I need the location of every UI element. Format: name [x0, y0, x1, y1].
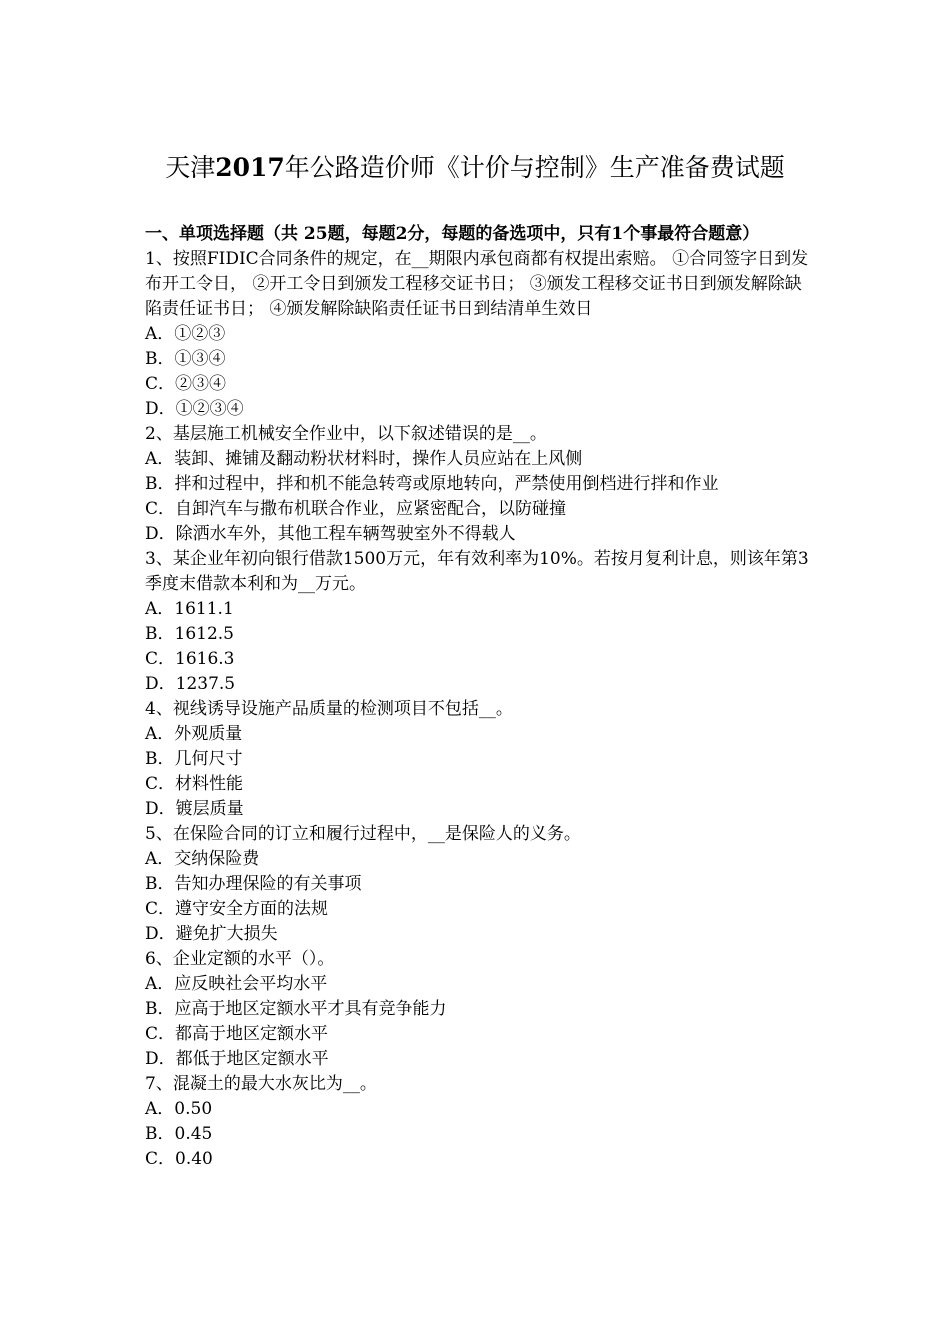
option-letter: A．	[145, 324, 175, 344]
section-heading: 一、单项选择题（共 25题，每题2分，每题的备选项中，只有1个事最符合题意）	[145, 224, 760, 244]
question-stem: 4、视线诱导设施产品质量的检测项目不包括__。	[145, 699, 513, 719]
document-body	[145, 222, 810, 1172]
answer-option	[145, 747, 810, 772]
answer-option	[145, 622, 810, 647]
option-text: 拌和过程中，拌和机不能急转弯或原地转向，严禁使用倒档进行拌和作业	[174, 474, 719, 494]
question-stem: 3、某企业年初向银行借款1500万元，年有效利率为10%。若按月复利计息，则该年第3季度末借款本利和为__万元。	[145, 549, 809, 594]
option-text: 1616.3	[175, 649, 235, 669]
option-letter: A．	[145, 449, 175, 469]
option-letter: D．	[145, 399, 176, 419]
option-letter: B．	[145, 874, 175, 894]
question-stem: 5、在保险合同的订立和履行过程中，__是保险人的义务。	[145, 824, 581, 844]
option-text: ①③④	[174, 349, 226, 369]
option-text: 几何尺寸	[174, 749, 243, 769]
option-text: 外观质量	[174, 724, 243, 744]
option-text: 材料性能	[175, 774, 244, 794]
answer-option	[145, 897, 810, 922]
option-text: ②③④	[175, 374, 227, 394]
answer-option	[145, 397, 810, 422]
option-letter: C．	[145, 649, 176, 669]
option-text: 除洒水车外，其他工程车辆驾驶室外不得载人	[175, 524, 516, 544]
option-letter: D．	[145, 674, 176, 694]
option-letter: A．	[145, 599, 175, 619]
option-letter: C．	[145, 499, 176, 519]
option-text: 镀层质量	[175, 799, 244, 819]
option-letter: A．	[145, 1099, 175, 1119]
answer-option	[145, 1022, 810, 1047]
option-letter: C．	[145, 1149, 176, 1169]
answer-option	[145, 522, 810, 547]
option-text: 避免扩大损失	[175, 924, 278, 944]
answer-option	[145, 347, 810, 372]
answer-option	[145, 597, 810, 622]
option-text: 告知办理保险的有关事项	[174, 874, 362, 894]
option-text: 0.45	[174, 1124, 213, 1144]
option-letter: B．	[145, 474, 175, 494]
question-stem: 2、基层施工机械安全作业中，以下叙述错误的是__。	[145, 424, 547, 444]
question-stem: 6、企业定额的水平（）。	[145, 949, 335, 969]
answer-option	[145, 372, 810, 397]
answer-option	[145, 497, 810, 522]
title-suffix: 年公路造价师《计价与控制》生产准备费试题	[284, 153, 785, 182]
option-text: 0.50	[174, 1099, 213, 1119]
option-text: ①②③	[174, 324, 226, 344]
title-year: 2017	[215, 153, 285, 182]
answer-option	[145, 722, 810, 747]
option-letter: D．	[145, 1049, 176, 1069]
question-list	[145, 247, 810, 1172]
option-text: 应高于地区定额水平才具有竞争能力	[174, 999, 447, 1019]
answer-option	[145, 847, 810, 872]
option-letter: C．	[145, 899, 176, 919]
option-text: 遵守安全方面的法规	[175, 899, 329, 919]
option-letter: A．	[145, 724, 175, 744]
option-letter: C．	[145, 374, 176, 394]
option-text: 装卸、摊铺及翻动粉状材料时，操作人员应站在上风侧	[174, 449, 583, 469]
answer-option	[145, 922, 810, 947]
option-text: 1612.5	[174, 624, 234, 644]
option-text: 应反映社会平均水平	[174, 974, 328, 994]
option-letter: B．	[145, 624, 175, 644]
option-letter: D．	[145, 924, 176, 944]
option-text: 都高于地区定额水平	[175, 1024, 329, 1044]
answer-option	[145, 1097, 810, 1122]
option-letter: A．	[145, 849, 175, 869]
option-text: 1611.1	[174, 599, 234, 619]
question-stem: 1、按照FIDIC合同条件的规定，在__期限内承包商都有权提出索赔。 ①合同签字日到发布开工令日， ②开工令日到颁发工程移交证书日； ③颁发工程移交证书日到颁发解除缺陷责任证书日； ④颁发解除缺陷责任证书日到结清单生效日	[145, 249, 809, 319]
option-letter: C．	[145, 1024, 176, 1044]
answer-option	[145, 647, 810, 672]
answer-option	[145, 1122, 810, 1147]
answer-option	[145, 872, 810, 897]
answer-option	[145, 972, 810, 997]
title-prefix: 天津	[165, 153, 216, 182]
option-letter: A．	[145, 974, 175, 994]
answer-option	[145, 997, 810, 1022]
answer-option	[145, 447, 810, 472]
option-text: 0.40	[175, 1149, 213, 1169]
answer-option	[145, 797, 810, 822]
option-text: 自卸汽车与撒布机联合作业，应紧密配合，以防碰撞	[175, 499, 567, 519]
answer-option	[145, 1147, 810, 1172]
option-text: ①②③④	[175, 399, 244, 419]
option-letter: B．	[145, 999, 175, 1019]
option-letter: D．	[145, 799, 176, 819]
option-text: 都低于地区定额水平	[175, 1049, 329, 1069]
option-letter: B．	[145, 1124, 175, 1144]
option-letter: B．	[145, 349, 175, 369]
option-letter: C．	[145, 774, 176, 794]
option-letter: B．	[145, 749, 175, 769]
option-text: 1237.5	[175, 674, 236, 694]
option-letter: D．	[145, 524, 176, 544]
answer-option	[145, 772, 810, 797]
answer-option	[145, 1047, 810, 1072]
answer-option	[145, 322, 810, 347]
question-stem: 7、混凝土的最大水灰比为__。	[145, 1074, 377, 1094]
document-title	[0, 150, 950, 186]
option-text: 交纳保险费	[174, 849, 260, 869]
answer-option	[145, 672, 810, 697]
answer-option	[145, 472, 810, 497]
